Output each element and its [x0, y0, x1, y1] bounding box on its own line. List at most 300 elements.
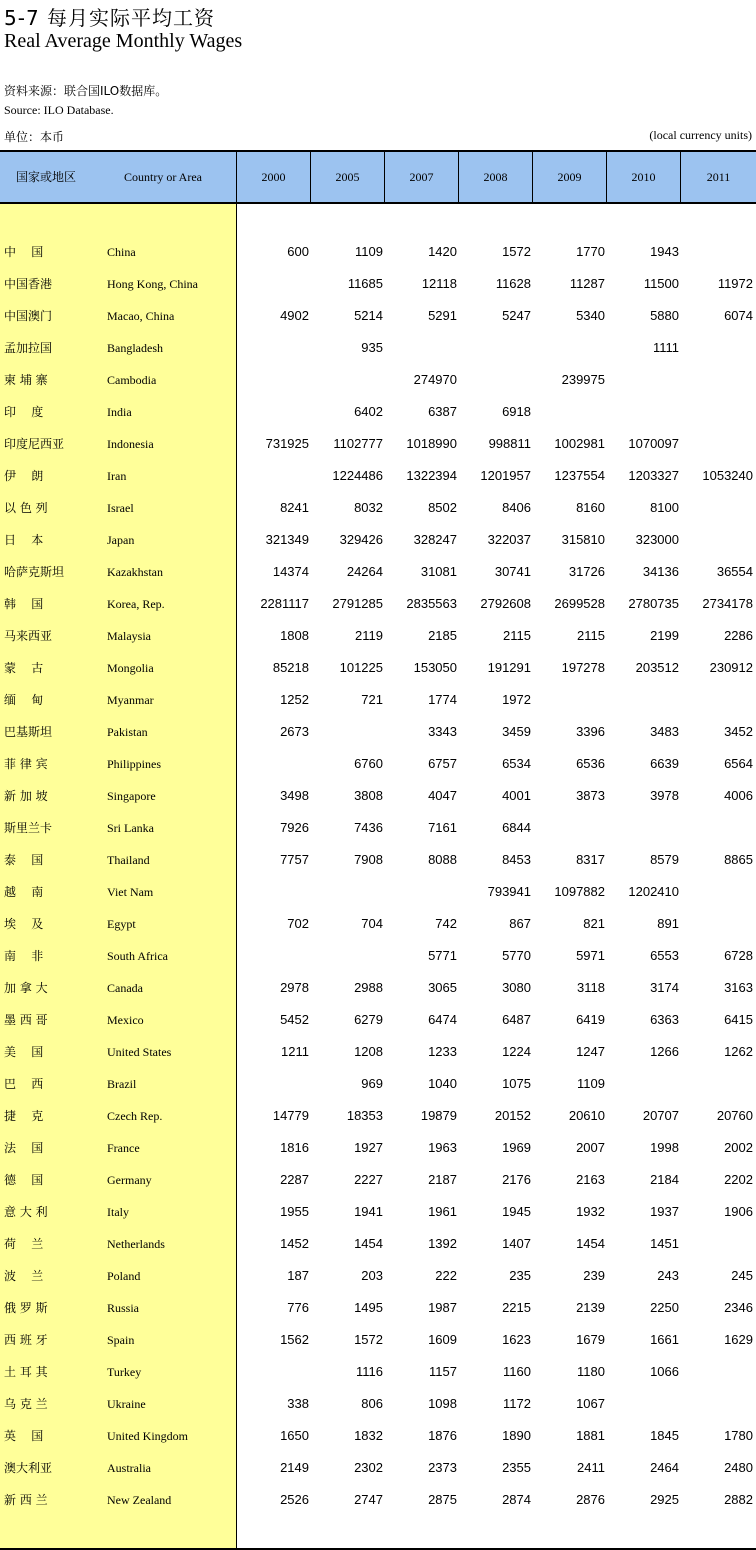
wage-value-cell: 867 [509, 916, 531, 931]
wage-value-cell: 2792608 [480, 596, 531, 611]
wage-value-cell: 6387 [428, 404, 457, 419]
wage-value-cell: 1266 [650, 1044, 679, 1059]
wage-value-cell: 1454 [354, 1236, 383, 1251]
wage-value-cell: 1237554 [554, 468, 605, 483]
wage-value-cell: 6918 [502, 404, 531, 419]
wage-value-cell: 3808 [354, 788, 383, 803]
wage-value-cell: 1247 [576, 1044, 605, 1059]
wage-value-cell: 20152 [494, 1108, 531, 1123]
wage-value-cell: 1572 [354, 1332, 383, 1347]
wage-value-cell: 793941 [487, 884, 531, 899]
country-name-en: Macao, China [107, 309, 175, 323]
table-row [0, 1356, 756, 1388]
wage-value-cell: 1629 [724, 1332, 753, 1347]
wage-value-cell: 742 [435, 916, 457, 931]
wage-value-cell: 1002981 [554, 436, 605, 451]
country-name-en: France [107, 1141, 140, 1155]
table-row [0, 588, 756, 620]
wage-value-cell: 1998 [650, 1140, 679, 1155]
wage-value-cell: 4047 [428, 788, 457, 803]
wage-value-cell: 998811 [488, 436, 531, 451]
wage-value-cell: 2882 [724, 1492, 753, 1507]
wage-value-cell: 1572 [502, 244, 531, 259]
wage-value-cell: 1943 [650, 244, 679, 259]
wage-value-cell: 2373 [428, 1460, 457, 1475]
wage-value-cell: 7161 [428, 820, 457, 835]
wage-value-cell: 2187 [428, 1172, 457, 1187]
wage-value-cell: 1562 [280, 1332, 309, 1347]
wage-value-cell: 2176 [502, 1172, 531, 1187]
country-name-en: Australia [107, 1461, 151, 1475]
table-row [0, 1004, 756, 1036]
wage-value-cell: 11500 [643, 276, 679, 291]
wage-value-cell: 3065 [428, 980, 457, 995]
country-name-cn: 加 拿 大 [4, 981, 48, 995]
wage-value-cell: 6536 [576, 756, 605, 771]
table-row [0, 364, 756, 396]
country-name-cn: 波 兰 [4, 1269, 44, 1283]
country-name-cn: 美 国 [4, 1045, 44, 1059]
wage-value-cell: 1679 [576, 1332, 605, 1347]
wage-value-cell: 2215 [502, 1300, 531, 1315]
country-name-cn: 缅 甸 [4, 693, 44, 707]
wage-value-cell: 2875 [428, 1492, 457, 1507]
header-year: 2008 [459, 152, 533, 202]
wage-value-cell: 1452 [280, 1236, 309, 1251]
wage-value-cell: 8317 [576, 852, 605, 867]
table-row [0, 332, 756, 364]
country-name-cn: 越 南 [4, 885, 44, 899]
wage-value-cell: 197278 [561, 660, 605, 675]
wage-value-cell: 2199 [650, 628, 679, 643]
wage-value-cell: 1040 [428, 1076, 457, 1091]
wage-value-cell: 1451 [650, 1236, 679, 1251]
country-name-cn: 柬 埔 寨 [4, 373, 48, 387]
wage-value-cell: 1987 [428, 1300, 457, 1315]
wage-value-cell: 2835563 [406, 596, 457, 611]
wage-value-cell: 1224486 [332, 468, 383, 483]
country-name-cn: 俄 罗 斯 [4, 1301, 48, 1315]
wage-value-cell: 1495 [354, 1300, 383, 1315]
wage-value-cell: 1157 [429, 1364, 457, 1379]
wage-value-cell: 2287 [280, 1172, 309, 1187]
country-name-cn: 马来西亚 [4, 629, 53, 643]
header-year: 2009 [533, 152, 607, 202]
wage-value-cell: 322037 [487, 532, 531, 547]
wage-value-cell: 8453 [502, 852, 531, 867]
table-row [0, 1260, 756, 1292]
country-name-cn: 日 本 [4, 533, 44, 547]
wage-value-cell: 5771 [428, 948, 457, 963]
wage-value-cell: 323000 [635, 532, 679, 547]
wage-value-cell: 1816 [280, 1140, 309, 1155]
wage-value-cell: 2876 [576, 1492, 605, 1507]
page-title-en: Real Average Monthly Wages [4, 30, 243, 52]
wage-value-cell: 6564 [724, 756, 753, 771]
wage-value-cell: 1066 [650, 1364, 679, 1379]
wage-value-cell: 203 [361, 1268, 383, 1283]
wage-value-cell: 1262 [724, 1044, 753, 1059]
table-row [0, 1324, 756, 1356]
country-name-cn: 中 国 [4, 245, 44, 259]
country-name-en: Ukraine [107, 1397, 146, 1411]
wage-value-cell: 2163 [576, 1172, 605, 1187]
country-name-en: Turkey [107, 1365, 142, 1379]
wage-value-cell: 2780735 [628, 596, 679, 611]
table-row [0, 492, 756, 524]
wage-value-cell: 1109 [355, 244, 383, 259]
country-name-cn: 伊 朗 [4, 469, 44, 483]
wage-value-cell: 1111 [652, 340, 679, 355]
wage-value-cell: 8100 [650, 500, 679, 515]
wage-value-cell: 2411 [577, 1460, 605, 1475]
wage-value-cell: 4902 [280, 308, 309, 323]
header-year: 2010 [607, 152, 681, 202]
table-row [0, 844, 756, 876]
wage-value-cell: 328247 [413, 532, 457, 547]
table-row [0, 780, 756, 812]
wage-value-cell: 806 [361, 1396, 383, 1411]
wage-value-cell: 230912 [709, 660, 753, 675]
wage-value-cell: 191291 [487, 660, 531, 675]
wage-value-cell: 6639 [650, 756, 679, 771]
wage-value-cell: 1774 [428, 692, 457, 707]
country-name-en: China [107, 245, 136, 259]
country-name-cn: 巴 西 [4, 1077, 44, 1091]
country-name-en: Canada [107, 981, 143, 995]
country-name-cn: 南 非 [4, 949, 44, 963]
table-row [0, 1388, 756, 1420]
table-body [0, 204, 756, 1550]
wage-value-cell: 6474 [428, 1012, 457, 1027]
country-name-en: Netherlands [107, 1237, 165, 1251]
wage-value-cell: 1808 [280, 628, 309, 643]
table-row [0, 940, 756, 972]
country-name-en: Czech Rep. [107, 1109, 163, 1123]
country-name-en: United Kingdom [107, 1429, 188, 1443]
country-name-cn: 新 加 坡 [4, 789, 48, 803]
wage-value-cell: 30741 [494, 564, 531, 579]
wage-value-cell: 2699528 [554, 596, 605, 611]
table-row [0, 1068, 756, 1100]
wage-value-cell: 8865 [724, 852, 753, 867]
wage-value-cell: 935 [361, 340, 383, 355]
wage-value-cell: 3396 [576, 724, 605, 739]
wage-value-cell: 3343 [428, 724, 457, 739]
wage-value-cell: 6419 [576, 1012, 605, 1027]
wage-value-cell: 8032 [354, 500, 383, 515]
wage-value-cell: 1945 [502, 1204, 531, 1219]
wage-value-cell: 891 [657, 916, 679, 931]
country-name-cn: 意 大 利 [4, 1205, 48, 1219]
table-row [0, 684, 756, 716]
wage-value-cell: 1109 [577, 1076, 605, 1091]
wage-value-cell: 1075 [502, 1076, 531, 1091]
wage-value-cell: 2346 [724, 1300, 753, 1315]
wage-value-cell: 1780 [724, 1428, 753, 1443]
country-name-en: Korea, Rep. [107, 597, 165, 611]
table-row [0, 1164, 756, 1196]
wage-value-cell: 1454 [576, 1236, 605, 1251]
wage-value-cell: 245 [731, 1268, 753, 1283]
wage-value-cell: 776 [287, 1300, 309, 1315]
wage-value-cell: 1202410 [628, 884, 679, 899]
country-name-cn: 土 耳 其 [4, 1365, 48, 1379]
country-name-cn: 泰 国 [4, 853, 44, 867]
wage-value-cell: 6279 [354, 1012, 383, 1027]
wage-value-cell: 1224 [502, 1044, 531, 1059]
wage-value-cell: 2925 [650, 1492, 679, 1507]
wage-value-cell: 6844 [502, 820, 531, 835]
wage-value-cell: 5452 [280, 1012, 309, 1027]
country-name-cn: 以 色 列 [4, 501, 48, 515]
wage-value-cell: 6757 [428, 756, 457, 771]
wage-value-cell: 2185 [428, 628, 457, 643]
wage-value-cell: 3452 [724, 724, 753, 739]
country-name-en: Italy [107, 1205, 129, 1219]
wage-value-cell: 1407 [502, 1236, 531, 1251]
wage-value-cell: 5247 [502, 308, 531, 323]
wage-value-cell: 5340 [576, 308, 605, 323]
wage-value-cell: 222 [435, 1268, 457, 1283]
wage-value-cell: 1927 [354, 1140, 383, 1155]
wage-value-cell: 1067 [576, 1396, 605, 1411]
table-row [0, 428, 756, 460]
country-name-cn: 澳大利亚 [4, 1461, 53, 1475]
wage-value-cell: 153050 [413, 660, 457, 675]
country-name-cn: 德 国 [4, 1173, 44, 1187]
wage-value-cell: 704 [361, 916, 383, 931]
table-row [0, 300, 756, 332]
table-row [0, 1228, 756, 1260]
wage-value-cell: 1623 [502, 1332, 531, 1347]
wage-value-cell: 1876 [428, 1428, 457, 1443]
table-row [0, 236, 756, 268]
wage-value-cell: 14779 [272, 1108, 309, 1123]
wage-value-cell: 18353 [346, 1108, 383, 1123]
wage-value-cell: 101225 [339, 660, 383, 675]
wage-value-cell: 7926 [280, 820, 309, 835]
wage-value-cell: 2791285 [332, 596, 383, 611]
country-name-en: United States [107, 1045, 172, 1059]
country-name-cn: 墨 西 哥 [4, 1013, 48, 1027]
table-row [0, 396, 756, 428]
wage-value-cell: 1180 [577, 1364, 605, 1379]
country-name-cn: 荷 兰 [4, 1237, 44, 1251]
wage-value-cell: 5291 [428, 308, 457, 323]
wage-value-cell: 1963 [428, 1140, 457, 1155]
wage-value-cell: 6363 [650, 1012, 679, 1027]
wage-value-cell: 2978 [280, 980, 309, 995]
wage-value-cell: 5880 [650, 308, 679, 323]
wage-value-cell: 6487 [502, 1012, 531, 1027]
wage-value-cell: 2286 [724, 628, 753, 643]
wage-value-cell: 2673 [280, 724, 309, 739]
country-name-en: Malaysia [107, 629, 151, 643]
wage-value-cell: 14374 [272, 564, 309, 579]
header-year: 2007 [385, 152, 459, 202]
wage-value-cell: 11685 [347, 276, 383, 291]
table-row [0, 268, 756, 300]
table-row [0, 876, 756, 908]
wage-value-cell: 1233 [428, 1044, 457, 1059]
source-note-en: Source: ILO Database. [4, 103, 114, 117]
wage-value-cell: 6415 [724, 1012, 753, 1027]
wage-value-cell: 1845 [650, 1428, 679, 1443]
country-name-en: Egypt [107, 917, 136, 931]
table-row [0, 972, 756, 1004]
wage-value-cell: 3163 [724, 980, 753, 995]
country-name-en: Singapore [107, 789, 156, 803]
wage-value-cell: 1070097 [628, 436, 679, 451]
table-row [0, 748, 756, 780]
country-name-en: Indonesia [107, 437, 154, 451]
header-year: 2005 [311, 152, 385, 202]
table-row [0, 620, 756, 652]
wage-value-cell: 1392 [428, 1236, 457, 1251]
wage-value-cell: 1252 [280, 692, 309, 707]
wage-value-cell: 20610 [568, 1108, 605, 1123]
wage-value-cell: 24264 [346, 564, 383, 579]
wage-value-cell: 702 [287, 916, 309, 931]
country-name-cn: 巴基斯坦 [4, 725, 53, 739]
country-name-en: New Zealand [107, 1493, 172, 1507]
wage-value-cell: 2734178 [702, 596, 753, 611]
country-name-en: Mexico [107, 1013, 144, 1027]
wage-value-cell: 2250 [650, 1300, 679, 1315]
table-row [0, 1196, 756, 1228]
header-year: 2000 [237, 152, 311, 202]
wage-value-cell: 1322394 [406, 468, 457, 483]
wage-value-cell: 1941 [354, 1204, 383, 1219]
table-row [0, 1484, 756, 1516]
wage-value-cell: 187 [287, 1268, 309, 1283]
wage-value-cell: 2002 [724, 1140, 753, 1155]
wage-value-cell: 85218 [272, 660, 309, 675]
country-name-en: Iran [107, 469, 127, 483]
wage-value-cell: 4001 [502, 788, 531, 803]
country-name-en: Pakistan [107, 725, 148, 739]
country-name-en: Thailand [107, 853, 150, 867]
country-name-en: Myanmar [107, 693, 154, 707]
wage-value-cell: 1650 [280, 1428, 309, 1443]
wage-value-cell: 1961 [428, 1204, 457, 1219]
country-name-cn: 韩 国 [4, 597, 44, 611]
wage-value-cell: 34136 [642, 564, 679, 579]
wage-value-cell: 1160 [503, 1364, 531, 1379]
country-name-cn: 捷 克 [4, 1109, 44, 1123]
country-name-cn: 哈萨克斯坦 [4, 565, 65, 579]
wage-value-cell: 3498 [280, 788, 309, 803]
wage-value-cell: 2281117 [260, 596, 309, 611]
country-name-en: India [107, 405, 132, 419]
wage-value-cell: 6402 [354, 404, 383, 419]
wage-value-cell: 8579 [650, 852, 679, 867]
wage-value-cell: 1937 [650, 1204, 679, 1219]
table-row [0, 524, 756, 556]
table-row [0, 652, 756, 684]
country-name-en: Japan [107, 533, 135, 547]
wage-value-cell: 2115 [503, 628, 531, 643]
wage-value-cell: 338 [287, 1396, 309, 1411]
wage-value-cell: 2302 [354, 1460, 383, 1475]
page-title-cn: 5-7 每月实际平均工资 [4, 6, 216, 30]
wage-value-cell: 2480 [724, 1460, 753, 1475]
wage-value-cell: 821 [583, 916, 605, 931]
table-header [0, 150, 756, 204]
wage-value-cell: 235 [509, 1268, 531, 1283]
wage-value-cell: 321349 [265, 532, 309, 547]
country-name-en: Spain [107, 1333, 135, 1347]
wage-value-cell: 8241 [280, 500, 309, 515]
wage-value-cell: 239 [583, 1268, 605, 1283]
country-name-cn: 乌 克 兰 [4, 1397, 48, 1411]
wage-value-cell: 1661 [650, 1332, 679, 1347]
unit-note-en: (local currency units) [649, 128, 752, 142]
wage-value-cell: 1420 [428, 244, 457, 259]
wage-value-cell: 11287 [569, 276, 605, 291]
country-name-cn: 斯里兰卡 [4, 821, 53, 835]
wage-value-cell: 8088 [428, 852, 457, 867]
header-country-cn: 国家或地区 [16, 170, 77, 184]
wage-value-cell: 1832 [354, 1428, 383, 1443]
wage-value-cell: 7908 [354, 852, 383, 867]
wage-value-cell: 3174 [650, 980, 679, 995]
country-name-cn: 印度尼西亚 [4, 437, 65, 451]
wage-value-cell: 1890 [502, 1428, 531, 1443]
country-name-cn: 印 度 [4, 405, 44, 419]
wage-value-cell: 1018990 [406, 436, 457, 451]
wage-value-cell: 8406 [502, 500, 531, 515]
country-name-cn: 埃 及 [4, 917, 44, 931]
country-name-en: Bangladesh [107, 341, 163, 355]
wage-value-cell: 2355 [502, 1460, 531, 1475]
table-row [0, 1420, 756, 1452]
wage-value-cell: 239975 [561, 372, 605, 387]
wage-value-cell: 1881 [576, 1428, 605, 1443]
wage-value-cell: 1770 [576, 244, 605, 259]
table-row [0, 556, 756, 588]
wage-value-cell: 721 [361, 692, 383, 707]
wage-value-cell: 5971 [576, 948, 605, 963]
table-row [0, 1452, 756, 1484]
table-row [0, 460, 756, 492]
wage-value-cell: 5770 [502, 948, 531, 963]
wage-value-cell: 315810 [561, 532, 605, 547]
wage-value-cell: 1172 [503, 1396, 531, 1411]
wage-value-cell: 31081 [420, 564, 457, 579]
wage-value-cell: 7436 [354, 820, 383, 835]
wage-value-cell: 3080 [502, 980, 531, 995]
wage-value-cell: 6553 [650, 948, 679, 963]
wage-value-cell: 2988 [354, 980, 383, 995]
wage-value-cell: 6534 [502, 756, 531, 771]
wage-value-cell: 1969 [502, 1140, 531, 1155]
country-name-cn: 英 国 [4, 1429, 44, 1443]
wage-value-cell: 36554 [716, 564, 753, 579]
wage-value-cell: 203512 [635, 660, 679, 675]
wage-value-cell: 1097882 [554, 884, 605, 899]
wage-value-cell: 3483 [650, 724, 679, 739]
wage-value-cell: 2874 [502, 1492, 531, 1507]
wage-value-cell: 329426 [339, 532, 383, 547]
country-name-cn: 菲 律 宾 [4, 757, 48, 771]
wage-value-cell: 6074 [724, 308, 753, 323]
wage-value-cell: 1053240 [702, 468, 753, 483]
wage-value-cell: 7757 [280, 852, 309, 867]
wage-value-cell: 2149 [280, 1460, 309, 1475]
wage-value-cell: 19879 [420, 1108, 457, 1123]
